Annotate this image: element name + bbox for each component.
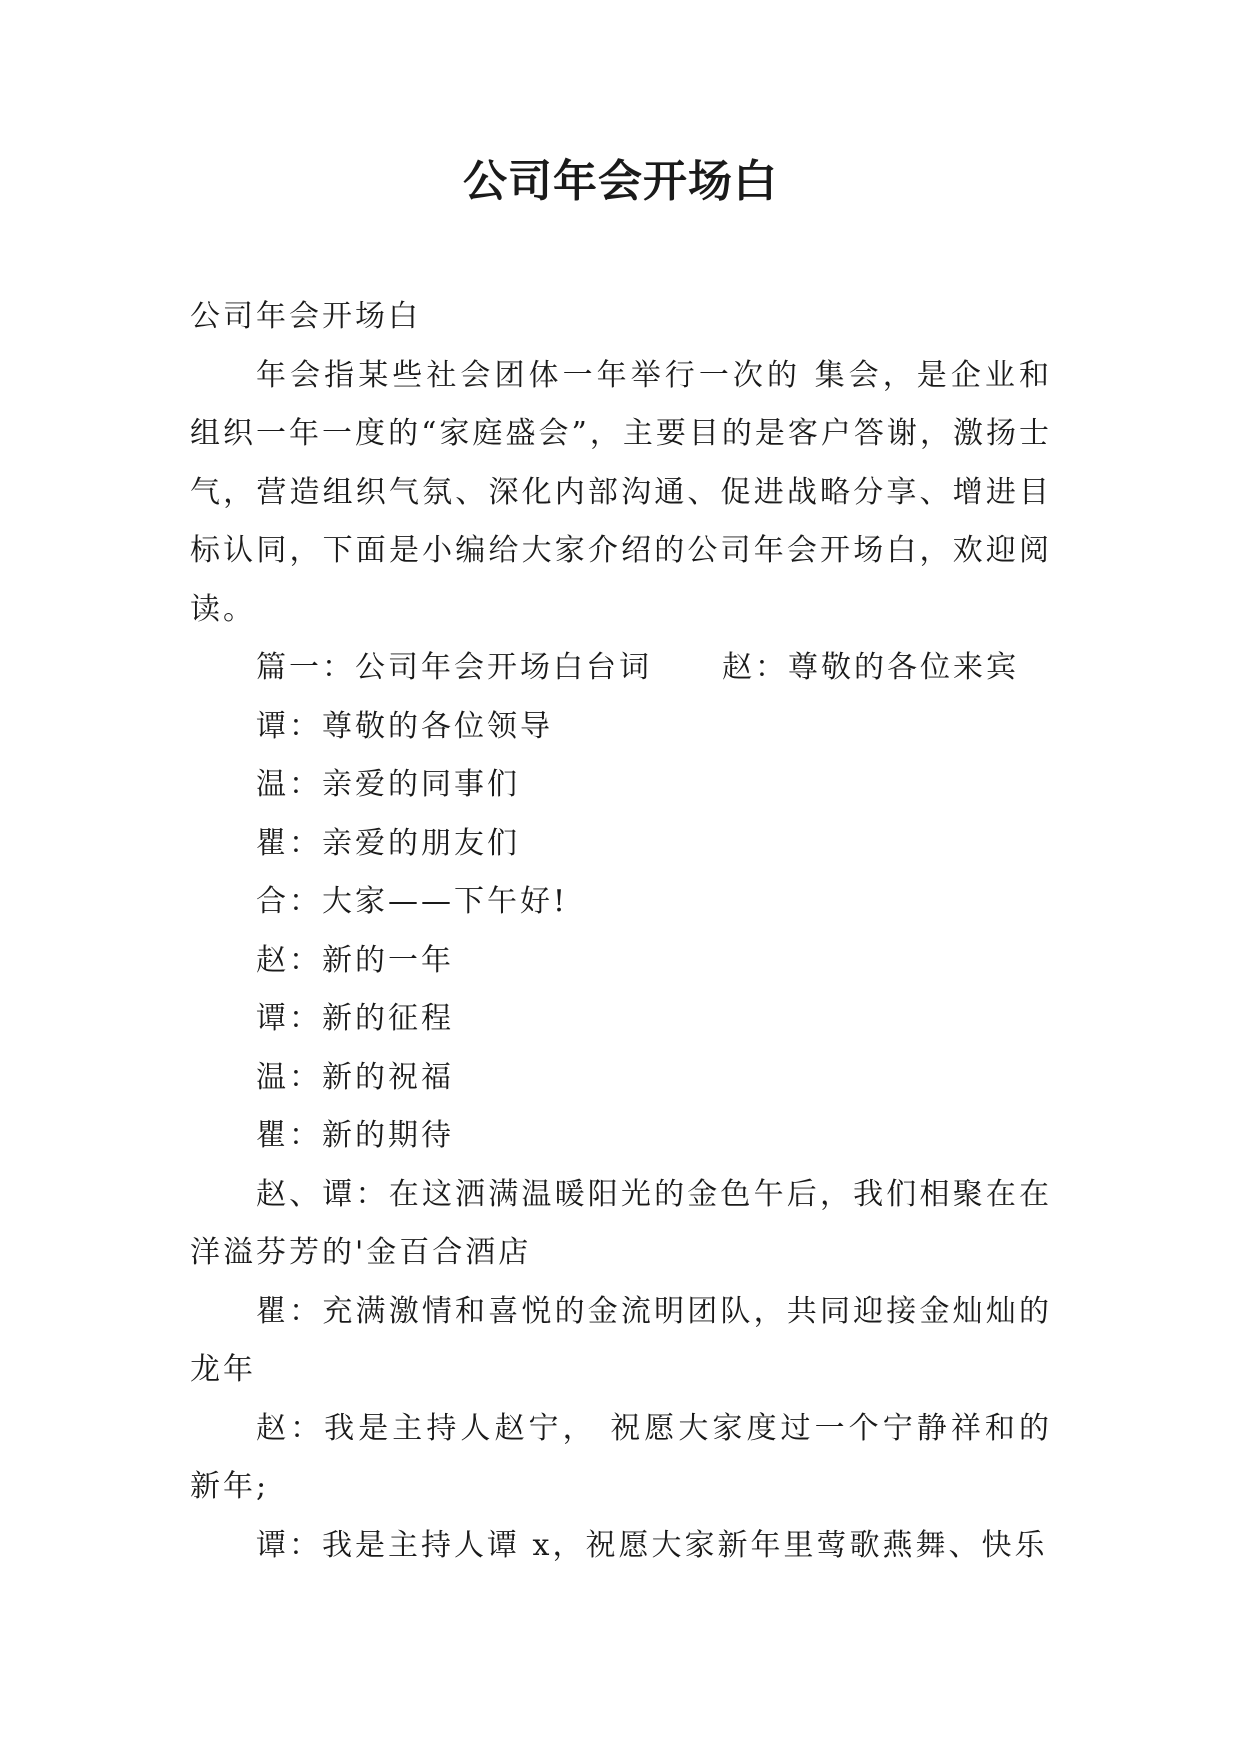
section-heading-line <box>190 639 1052 698</box>
dialogue-line: 谭：新的征程 <box>256 1001 454 1036</box>
dialogue-line: 谭：尊敬的各位领导 <box>256 708 553 744</box>
dialogue-line: 赵：新的一年 <box>256 942 454 978</box>
dialogue-line: 瞿：新的期待 <box>256 1118 454 1153</box>
dialogue-line: 赵：我是主持人赵宁， 祝愿大家度过一个宁静祥和的新年; <box>190 1410 1052 1504</box>
dialogue-line: 瞿：亲爱的朋友们 <box>256 825 520 861</box>
dialogue-line: 瞿：充满激情和喜悦的金流明团队，共同迎接金灿灿的龙年 <box>190 1293 1052 1387</box>
dialogue-line: 赵、谭：在这洒满温暖阳光的金色午后，我们相聚在在洋溢芬芳的'金百合酒店 <box>190 1176 1052 1270</box>
document-subtitle: 公司年会开场白 <box>190 299 421 334</box>
intro-paragraph: 年会指某些社会团体一年举行一次的 集会，是企业和组织一年一度的“家庭盛会”，主要目的是客户答谢，激扬士气，营造组织气氛、深化内部沟通、促进战略分享、增进目标认同，下面是小编给大家介绍的公司年会开场白，欢迎阅读。 <box>190 357 1052 627</box>
document-title: 公司年会开场白 <box>463 156 778 207</box>
dialogue-line: 谭：我是主持人谭 x，祝愿大家新年里莺歌燕舞、快乐 <box>256 1527 1048 1563</box>
dialogue-line: 合：大家——下午好! <box>256 884 569 919</box>
section-first-line: 赵：尊敬的各位来宾 <box>722 650 1019 685</box>
dialogue-line: 温：新的祝福 <box>256 1059 454 1095</box>
section-heading: 篇一：公司年会开场白台词 <box>256 650 652 685</box>
dialogue-line: 温：亲爱的同事们 <box>256 767 520 802</box>
document-body <box>190 288 1052 1575</box>
